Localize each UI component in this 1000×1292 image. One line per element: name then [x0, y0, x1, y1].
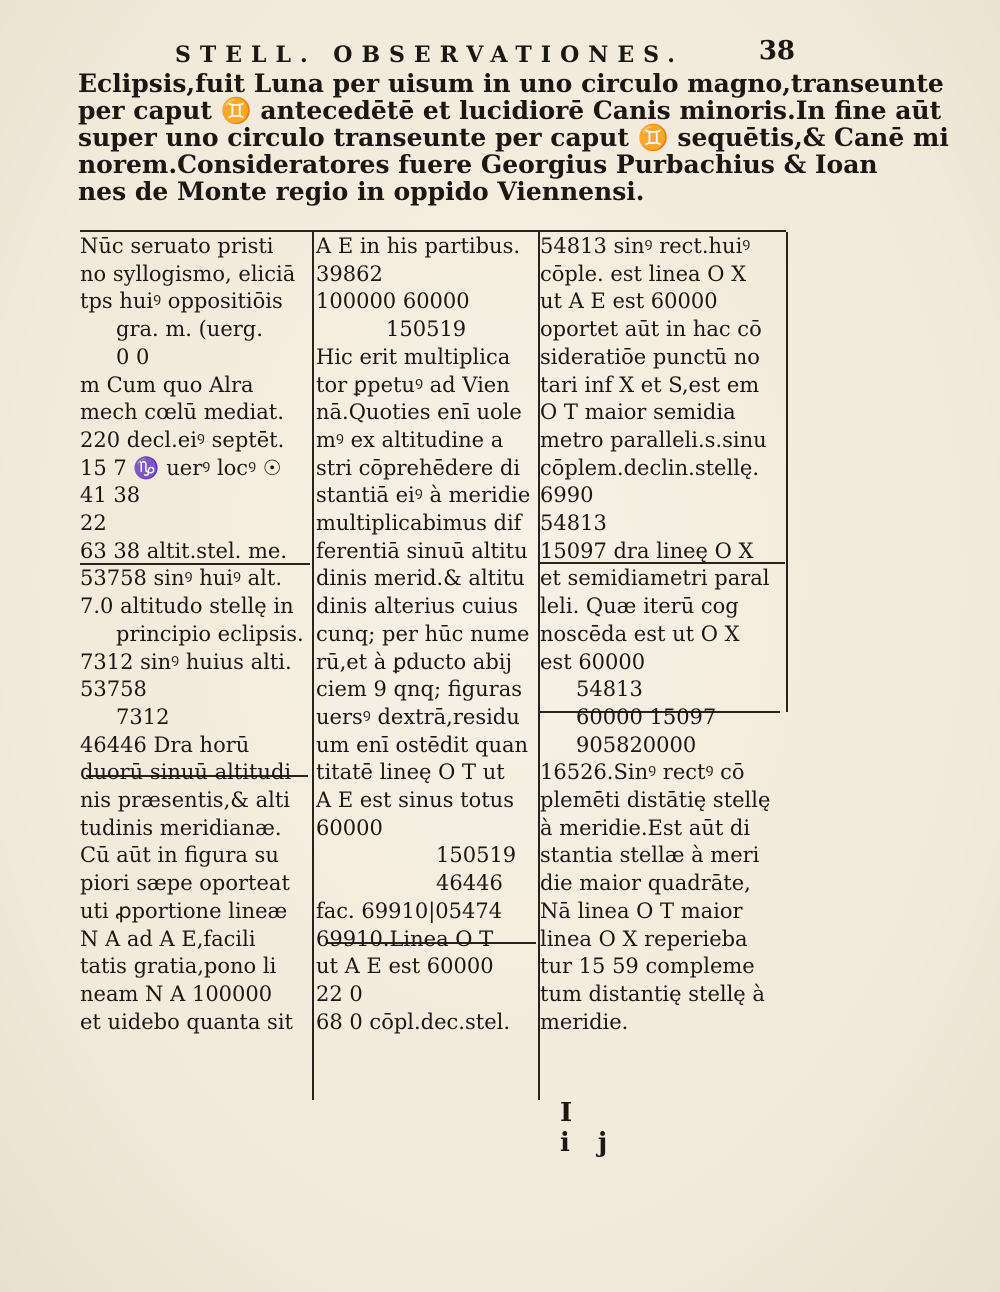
text-line: 16526.Sinꝰ rectꝰ cō	[540, 760, 745, 785]
text-line: 46446 Dra horū	[80, 732, 250, 757]
text-line: stantia stellæ à meri	[540, 843, 760, 868]
intro-line: per caput ♊ antecedētē et lucidiorē Canis minoris.In fine aūt	[78, 96, 942, 125]
text-line: stantiā eiꝰ à meridie	[316, 483, 531, 508]
text-line: stri cōprehēdere di	[316, 455, 521, 480]
text-line: cunq; per hūc nume	[316, 621, 530, 646]
text-line: fac. 69910|05474	[316, 898, 503, 923]
text-line: noscēda est ut O X	[540, 621, 740, 646]
text-line: tps huiꝰ oppositiōis	[80, 289, 283, 314]
text-line: tor ꝑpetuꝰ ad Vien	[316, 372, 510, 397]
text-line: ut A E est 60000	[540, 289, 718, 314]
text-line: 54813 sinꝰ rect.huiꝰ	[540, 234, 751, 258]
text-line: 7.0 altitudo stellę in	[80, 594, 294, 619]
text-line: no syllogismo, eliciā	[80, 261, 296, 286]
text-line: et semidiametri paral	[540, 566, 770, 591]
text-line: et uidebo quanta sit	[80, 1009, 293, 1034]
text-line: dinis alterius cuius	[316, 594, 518, 619]
text-line: 0 0	[116, 344, 150, 369]
text-line: 54813	[576, 677, 643, 702]
text-line: 7312	[116, 704, 170, 729]
text-line: uti ꝓportione lineæ	[80, 898, 288, 923]
text-line: 6990	[540, 483, 594, 508]
text-line: 41 38	[80, 483, 141, 508]
page-header	[175, 36, 795, 72]
text-line: duorū sinuū altitudi	[80, 760, 292, 785]
text-line: à meridie.Est aūt di	[540, 815, 751, 840]
text-line: A E in his partibus.	[316, 234, 521, 258]
running-title: STELL. OBSERVATIONES.	[175, 42, 684, 68]
text-line: plemēti distātię stellę	[540, 788, 771, 813]
text-line: 15097 dra lineę O X	[540, 538, 754, 563]
text-line: dinis merid.& altitu	[316, 566, 525, 591]
text-line: sideratiōe punctū no	[540, 344, 760, 369]
text-line: Nā linea O T maior	[540, 898, 743, 923]
intro-line: nes de Monte regio in oppido Viennensi.	[78, 177, 645, 206]
text-line: ciem 9 qnq; figuras	[316, 677, 523, 702]
text-line: 150519	[386, 317, 467, 342]
text-line: cōplem.declin.stellę.	[540, 455, 760, 480]
text-line: est 60000	[540, 649, 646, 674]
text-line: nā.Quoties enī uole	[316, 400, 522, 425]
text-line: leli. Quæ iterū cog	[540, 594, 739, 619]
text-line: 150519	[436, 843, 517, 868]
text-line: tum distantię stellę à	[540, 981, 765, 1006]
text-line: rū,et à ꝑducto abij	[316, 649, 512, 674]
folio-number: 38	[758, 36, 795, 66]
text-line: die maior quadrāte,	[540, 871, 751, 896]
column-rule-right	[786, 232, 788, 712]
text-line: 39862	[316, 261, 383, 286]
text-line: tatis gratia,pono li	[80, 954, 277, 979]
signature-mark: I ij	[560, 1098, 636, 1158]
text-line: neam N A 100000	[80, 981, 273, 1006]
text-line: nis præsentis,& alti	[80, 788, 291, 813]
text-line: A E est sinus totus	[316, 788, 514, 813]
text-line: 60000 15097	[576, 704, 717, 729]
text-line: 53758 sinꝰ huiꝰ alt.	[80, 566, 283, 591]
text-line: 69910.Linea O T	[316, 926, 494, 951]
text-line: ferentiā sinuū altitu	[316, 538, 528, 563]
text-line: 60000	[316, 815, 383, 840]
text-line: Nūc seruato pristi	[80, 234, 274, 258]
intro-line: norem.Consideratores fuere Georgius Purbachius & Ioan	[78, 150, 878, 179]
text-line: mech cœlū mediat.	[80, 400, 284, 425]
text-line: O T maior semidia	[540, 400, 736, 425]
text-line: principio eclipsis.	[116, 621, 304, 646]
text-line: cōple. est linea O X	[540, 261, 747, 286]
text-line: N A ad A E,facili	[80, 926, 256, 951]
text-line: Cū aūt in figura su	[80, 843, 279, 868]
text-line: linea O X reperieba	[540, 926, 748, 951]
text-line: 22 0	[316, 981, 363, 1006]
text-line: piori sæpe oporteat	[80, 871, 290, 896]
column-middle	[316, 233, 540, 1036]
text-line: m Cum quo Alra	[80, 372, 254, 397]
text-line: 53758	[80, 677, 147, 702]
text-line: 54813	[540, 511, 607, 536]
text-line: 46446	[436, 871, 503, 896]
text-line: 15 7 ♑ uerꝰ locꝰ ☉	[80, 455, 282, 480]
text-line: mꝰ ex altitudine a	[316, 427, 504, 452]
text-line: 22	[80, 511, 107, 536]
text-line: titatē lineę O T ut	[316, 760, 505, 785]
text-line: tudinis meridianæ.	[80, 815, 282, 840]
text-line: Hic erit multiplica	[316, 344, 511, 369]
text-line: ut A E est 60000	[316, 954, 494, 979]
text-line: metro paralleli.s.sinu	[540, 427, 767, 452]
text-line: uersꝰ dextrā,residu	[316, 704, 520, 729]
intro-paragraph	[78, 69, 949, 206]
text-line: multiplicabimus dif	[316, 511, 522, 536]
intro-line: Eclipsis,fuit Luna per uisum in uno circulo magno,transeunte	[78, 69, 944, 98]
text-line: 68 0 cōpl.dec.stel.	[316, 1009, 511, 1034]
intro-line: super uno circulo transeunte per caput ♊ sequētis,& Canē mi	[78, 123, 949, 152]
text-line: 7312 sinꝰ huius alti.	[80, 649, 292, 674]
text-line: um enī ostēdit quan	[316, 732, 529, 757]
text-line: 905820000	[576, 732, 697, 757]
text-line: 220 decl.eiꝰ septēt.	[80, 427, 285, 452]
text-line: tur 15 59 compleme	[540, 954, 755, 979]
text-line: gra. m. (uerg.	[116, 317, 263, 342]
text-line: meridie.	[540, 1009, 629, 1034]
text-line: 63 38 altit.stel. me.	[80, 538, 288, 563]
text-line: oportet aūt in hac cō	[540, 317, 762, 342]
text-line: 100000 60000	[316, 289, 470, 314]
column-rule-left	[312, 232, 314, 1100]
text-line: tari inf X et S,est em	[540, 372, 760, 397]
column-left	[80, 233, 312, 1036]
column-right	[540, 233, 785, 1036]
top-rule	[80, 230, 786, 232]
